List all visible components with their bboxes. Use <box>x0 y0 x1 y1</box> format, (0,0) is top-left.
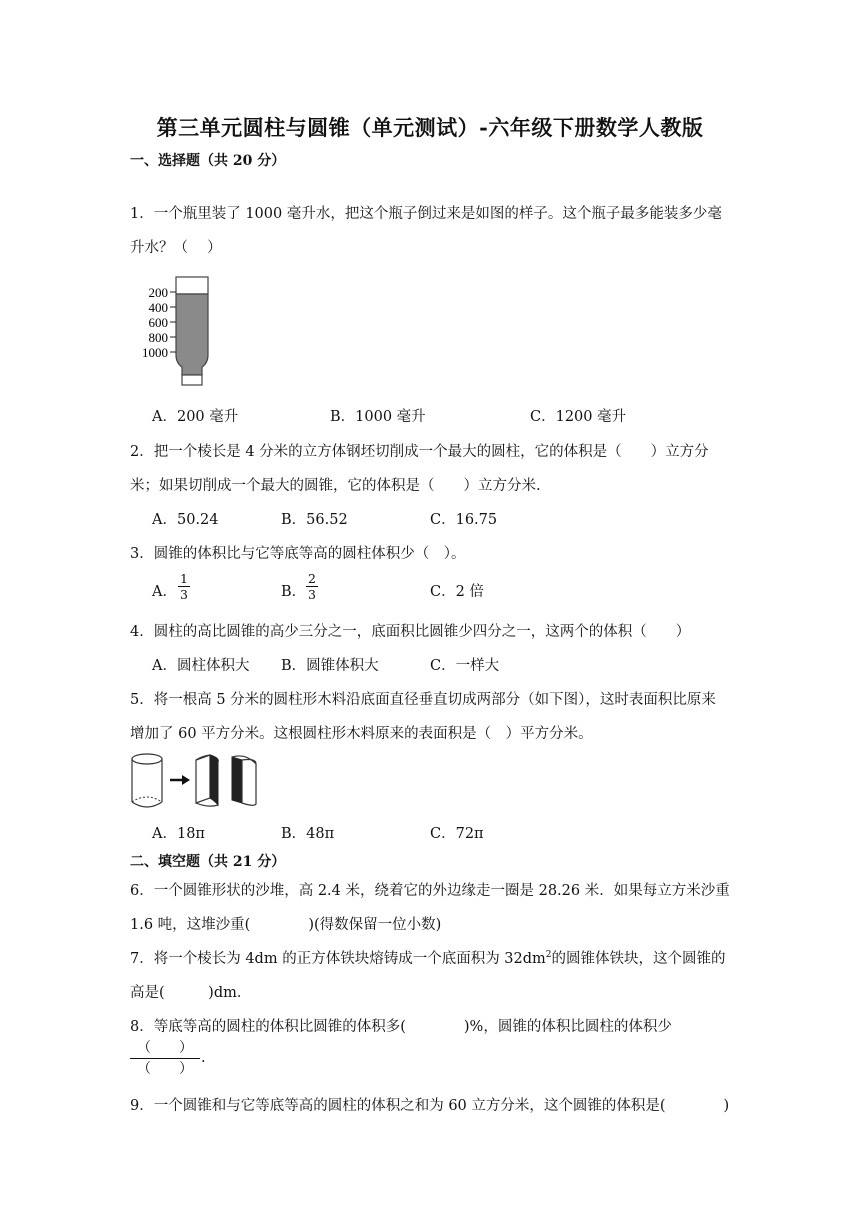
section-heading-choice: 一、选择题（共 20 分） <box>130 153 286 169</box>
q9-text-line1: 9．一个圆锥和与它等底等高的圆柱的体积之和为 60 立方分米，这个圆锥的体积是( ) <box>130 1098 730 1114</box>
scale-label: 600 <box>148 315 168 330</box>
q1-option-c[interactable]: C．1200 毫升 <box>530 409 627 425</box>
q8-period: . <box>201 1050 206 1066</box>
q3-option-b[interactable]: B． <box>281 584 307 600</box>
q7-text-line1 <box>130 947 726 968</box>
scale-label: 800 <box>148 330 168 345</box>
q8-blank-fraction <box>130 1038 200 1079</box>
q7-text-part2: 的圆锥体铁块，这个圆锥的 <box>551 951 726 967</box>
q1-text-line2: 升水？（ ） <box>130 240 222 256</box>
q5-text-line2: 增加了 60 平方分米。这根圆柱形木料原来的表面积是（ ）平方分米。 <box>130 726 593 742</box>
q2-option-c[interactable]: C．16.75 <box>430 512 498 528</box>
q6-text-line1: 6．一个圆锥形状的沙堆，高 2.4 米，绕着它的外边缘走一圈是 28.26 米．如果每立方米沙重 <box>130 883 730 899</box>
scale-label: 400 <box>148 300 168 315</box>
q2-text-line1: 2．把一个棱长是 4 分米的立方体钢坯切削成一个最大的圆柱，它的体积是（ ）立方分 <box>130 444 709 460</box>
cylinder-cut-figure <box>130 752 270 812</box>
q3-text-line1: 3．圆锥的体积比与它等底等高的圆柱体积少（ ）。 <box>130 546 466 562</box>
q4-text-line1: 4．圆柱的高比圆锥的高少三分之一，底面积比圆锥少四分之一，这两个的体积（ ） <box>130 624 691 640</box>
q1-option-a[interactable]: A．200 毫升 <box>152 409 239 425</box>
q3-option-c[interactable]: C．2 倍 <box>430 584 484 600</box>
scale-label: 200 <box>148 285 168 300</box>
q5-option-a[interactable]: A．18π <box>152 826 205 842</box>
q3-option-a[interactable]: A． <box>152 584 177 600</box>
page-title: 第三单元圆柱与圆锥（单元测试）-六年级下册数学人教版 <box>156 115 704 140</box>
q7-text-part1: 7．将一个棱长为 4dm 的正方体铁块熔铸成一个底面积为 32dm <box>130 951 546 967</box>
q5-text-line1: 5．将一根高 5 分米的圆柱形木料沿底面直径垂直切成两部分（如下图），这时表面积比原来 <box>130 692 716 708</box>
q3-fraction-b <box>305 571 319 602</box>
q1-option-b[interactable]: B．1000 毫升 <box>330 409 426 425</box>
q5-option-c[interactable]: C．72π <box>430 826 484 842</box>
fraction-denominator[interactable]: （ ） <box>137 1061 193 1077</box>
bottle-figure <box>136 275 226 390</box>
q3-fraction-a <box>177 571 191 602</box>
q7-text-line2: 高是( )dm． <box>130 985 252 1001</box>
q4-option-b[interactable]: B．圆锥体积大 <box>281 658 379 674</box>
section-heading-fill: 二、填空题（共 21 分） <box>130 854 286 870</box>
fraction-denominator: 3 <box>308 587 316 602</box>
q8-text-line1: 8．等底等高的圆柱的体积比圆锥的体积多( )%，圆锥的体积比圆柱的体积少 <box>130 1019 672 1035</box>
fraction-numerator[interactable]: （ ） <box>137 1040 193 1056</box>
q7-superscript: 2 <box>545 950 552 961</box>
q4-option-a[interactable]: A．圆柱体积大 <box>152 658 250 674</box>
q2-text-line2: 米；如果切削成一个最大的圆锥，它的体积是（ ）立方分米. <box>130 478 541 494</box>
q4-option-c[interactable]: C．一样大 <box>430 658 500 674</box>
fraction-denominator: 3 <box>180 587 188 602</box>
q5-option-b[interactable]: B．48π <box>281 826 335 842</box>
fraction-numerator: 1 <box>180 571 188 586</box>
q6-text-line2: 1.6 吨，这堆沙重( )(得数保留一位小数) <box>130 917 442 933</box>
q1-text-line1: 1．一个瓶里装了 1000 毫升水，把这个瓶子倒过来是如图的样子。这个瓶子最多能装多少毫 <box>130 206 722 222</box>
q2-option-a[interactable]: A．50.24 <box>152 512 219 528</box>
fraction-numerator: 2 <box>308 571 316 586</box>
q2-option-b[interactable]: B．56.52 <box>281 512 348 528</box>
scale-label: 1000 <box>142 345 168 360</box>
